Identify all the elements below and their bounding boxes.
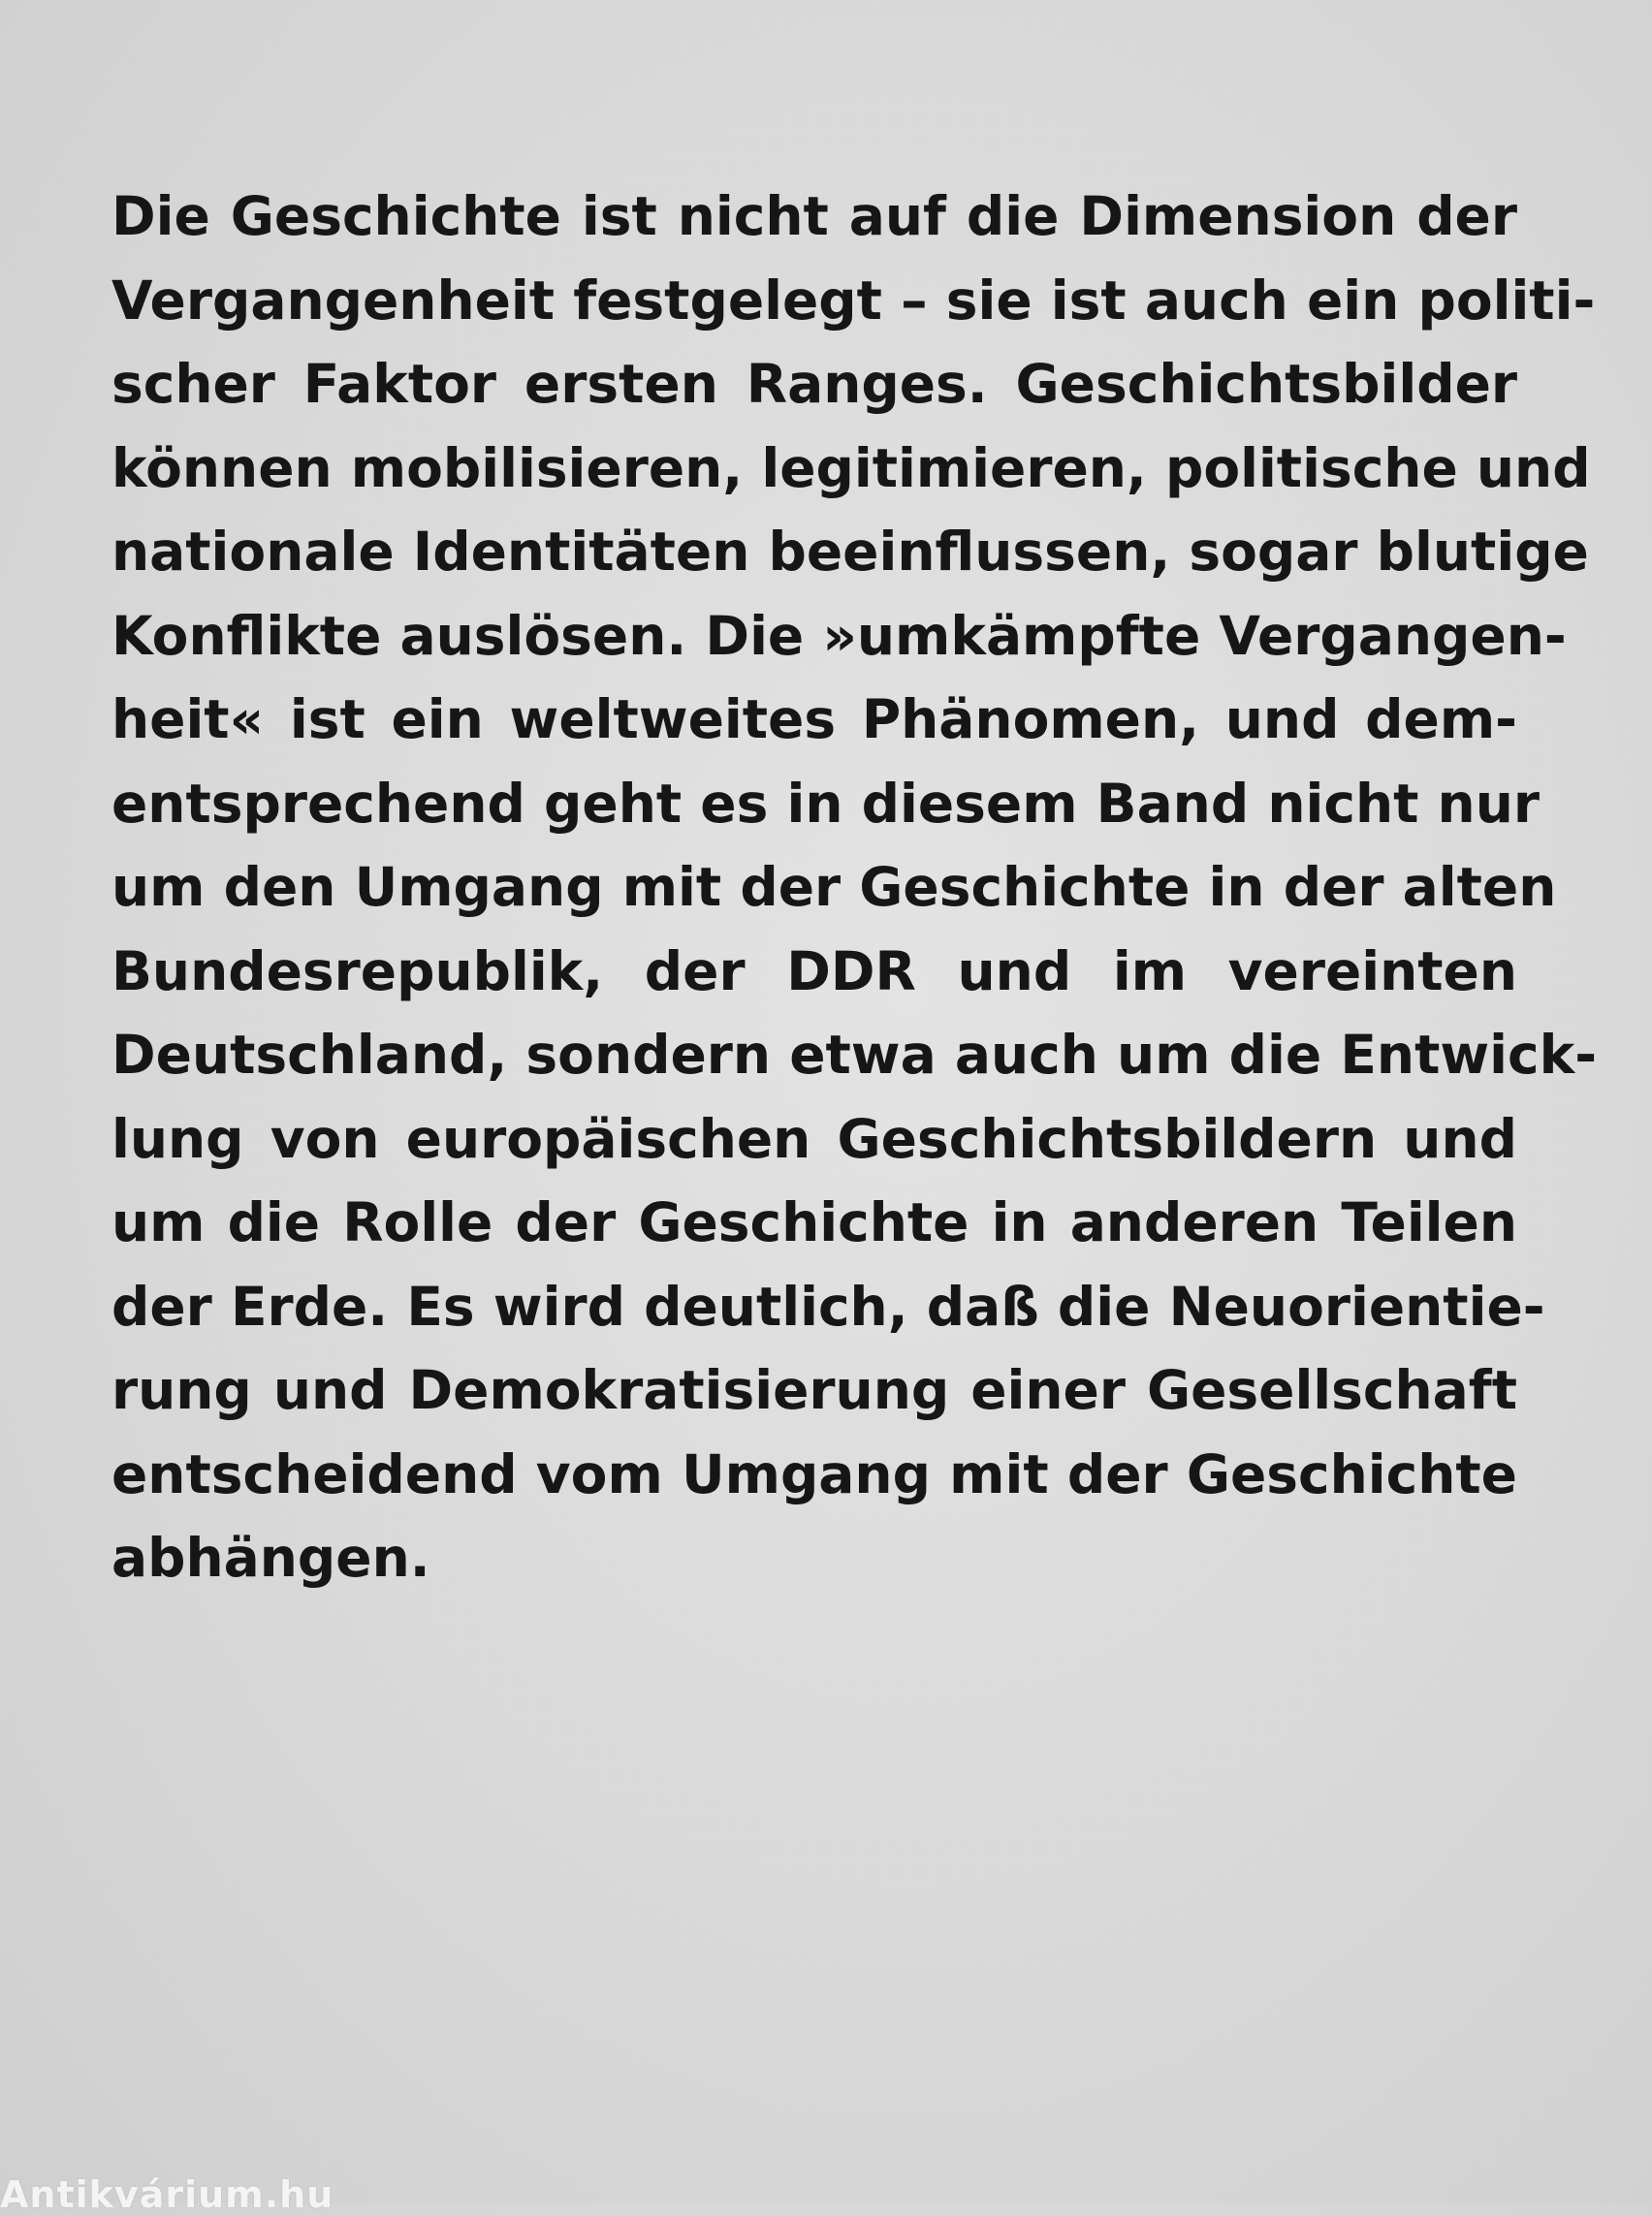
text-line: Bundesrepublik, der DDR und im vereinten xyxy=(111,939,1517,1002)
text-line: Die Geschichte ist nicht auf die Dimension der xyxy=(111,185,1517,247)
text-line: lung von europäischen Geschichtsbildern und xyxy=(111,1107,1517,1170)
text-line: können mobilisieren, legitimieren, politische und xyxy=(111,436,1591,499)
text-line: Vergangenheit festgelegt – sie ist auch ein politi- xyxy=(111,269,1596,332)
text-line: scher Faktor ersten Ranges. Geschichtsbilder xyxy=(111,353,1517,415)
text-line: heit« ist ein weltweites Phänomen, und dem- xyxy=(111,688,1517,750)
blurb-paragraph xyxy=(111,174,1598,1600)
text-line: der Erde. Es wird deutlich, daß die Neuorientie- xyxy=(111,1275,1545,1338)
text-line: um die Rolle der Geschichte in anderen Teilen xyxy=(111,1191,1517,1253)
text-line: Deutschland, sondern etwa auch um die Entwick- xyxy=(111,1024,1598,1086)
text-line: entsprechend geht es in diesem Band nicht nur xyxy=(111,772,1540,835)
text-line: um den Umgang mit der Geschichte in der alten xyxy=(111,856,1557,918)
text-line: Konflikte auslösen. Die »umkämpfte Vergangen- xyxy=(111,604,1567,667)
text-line: nationale Identitäten beeinflussen, sogar blutige xyxy=(111,521,1589,583)
text-line: rung und Demokratisierung einer Gesellschaft xyxy=(111,1359,1517,1421)
text-line: entscheidend vom Umgang mit der Geschichte xyxy=(111,1442,1517,1505)
watermark: Antikvárium.hu xyxy=(0,2173,334,2216)
text-line: abhängen. xyxy=(111,1527,430,1589)
